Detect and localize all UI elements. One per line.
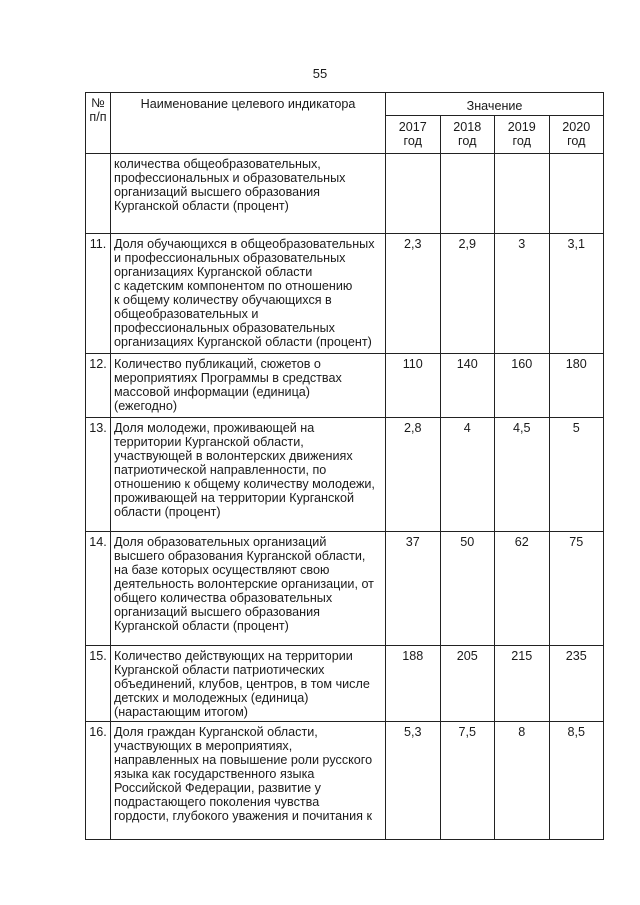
indicator-value: 5,3	[386, 722, 441, 840]
indicator-name-line: территории Курганской области,	[114, 435, 304, 449]
indicator-value: 215	[495, 646, 550, 722]
indicator-name-line: общеобразовательных и	[114, 307, 259, 321]
indicator-value: 160	[495, 354, 550, 418]
row-number: 15.	[86, 646, 111, 722]
indicator-name-line: участвующей в волонтерских движениях	[114, 449, 353, 463]
indicator-name-line: Российской Федерации, развитие у	[114, 781, 321, 795]
table-row	[86, 646, 604, 722]
indicator-value: 3,1	[549, 234, 604, 354]
indicator-name-line: профессиональных и образовательных	[114, 171, 346, 185]
indicator-name-line: Курганской области (процент)	[114, 199, 289, 213]
indicator-name-line: Доля обучающихся в общеобразовательных	[114, 237, 375, 251]
indicator-value: 4,5	[495, 418, 550, 532]
indicator-name-line: Количество публикаций, сюжетов о	[114, 357, 321, 371]
table-row	[86, 354, 604, 418]
indicators-table	[85, 92, 604, 840]
indicator-name-line: (ежегодно)	[114, 399, 178, 413]
indicator-name-line: подрастающего поколения чувства	[114, 795, 320, 809]
indicator-name-line: высшего образования Курганской области,	[114, 549, 366, 563]
indicator-name-line: к общему количеству обучающихся в	[114, 293, 332, 307]
indicator-name-line: и профессиональных образовательных	[114, 251, 346, 265]
indicator-name	[111, 234, 386, 354]
indicator-name-line: детских и молодежных (единица)	[114, 691, 309, 705]
indicator-value: 4	[440, 418, 495, 532]
indicator-name-line: Доля молодежи, проживающей на	[114, 421, 315, 435]
table-row	[86, 722, 604, 840]
indicator-name-line: патриотической направленности, по	[114, 463, 327, 477]
indicator-name-line: языка как государственного языка	[114, 767, 315, 781]
row-number: 16.	[86, 722, 111, 840]
indicator-name-line: профессиональных образовательных	[114, 321, 335, 335]
row-number	[86, 154, 111, 234]
indicator-name-line: гордости, глубокого уважения и почитания к	[114, 809, 372, 823]
header-num-line2: п/п	[89, 110, 107, 124]
indicator-value: 180	[549, 354, 604, 418]
indicator-name-line: Курганской области (процент)	[114, 619, 289, 633]
indicator-name	[111, 154, 386, 234]
indicator-name	[111, 532, 386, 646]
indicator-name	[111, 722, 386, 840]
indicator-name-line: отношению к общему количеству молодежи,	[114, 477, 375, 491]
indicator-name-line: направленных на повышение роли русского	[114, 753, 373, 767]
indicator-name-line: Курганской области патриотических	[114, 663, 325, 677]
indicator-value: 3	[495, 234, 550, 354]
header-row	[86, 93, 604, 116]
indicator-name	[111, 354, 386, 418]
indicator-value	[440, 154, 495, 234]
table-body	[86, 154, 604, 840]
indicator-name-line: организаций высшего образования	[114, 605, 320, 619]
table-row	[86, 532, 604, 646]
indicator-value: 75	[549, 532, 604, 646]
indicator-name-line: на базе которых осуществляют свою	[114, 563, 330, 577]
indicator-value: 8,5	[549, 722, 604, 840]
indicator-value: 110	[386, 354, 441, 418]
indicator-value: 5	[549, 418, 604, 532]
indicator-name-line: организациях Курганской области (процент)	[114, 335, 372, 349]
indicator-value: 37	[386, 532, 441, 646]
header-value: Значение	[386, 93, 604, 116]
indicator-value: 188	[386, 646, 441, 722]
indicator-name-line: участвующих в мероприятиях,	[114, 739, 293, 753]
indicator-value: 140	[440, 354, 495, 418]
indicator-value	[549, 154, 604, 234]
indicator-name-line: мероприятиях Программы в средствах	[114, 371, 342, 385]
row-number: 11.	[86, 234, 111, 354]
table-row	[86, 234, 604, 354]
header-name: Наименование целевого индикатора	[111, 93, 386, 154]
indicator-value: 8	[495, 722, 550, 840]
indicator-value: 2,8	[386, 418, 441, 532]
indicator-name-line: проживающей на территории Курганской	[114, 491, 354, 505]
header-num	[86, 93, 111, 154]
indicator-name-line: Доля образовательных организаций	[114, 535, 327, 549]
header-year: 2017 год	[386, 116, 441, 154]
row-number: 13.	[86, 418, 111, 532]
header-year: 2020 год	[549, 116, 604, 154]
header-num-line1: №	[91, 96, 105, 110]
indicator-name-line: организациях Курганской области	[114, 265, 313, 279]
indicator-name-line: Количество действующих на территории	[114, 649, 353, 663]
indicator-value: 205	[440, 646, 495, 722]
indicator-name-line: (нарастающим итогом)	[114, 705, 248, 719]
indicator-name-line: деятельность волонтерские организации, от	[114, 577, 374, 591]
indicator-name-line: с кадетским компонентом по отношению	[114, 279, 353, 293]
page-number: 55	[312, 66, 328, 81]
indicator-name-line: области (процент)	[114, 505, 221, 519]
indicator-value: 7,5	[440, 722, 495, 840]
indicator-value	[386, 154, 441, 234]
indicator-value: 2,9	[440, 234, 495, 354]
row-number: 14.	[86, 532, 111, 646]
indicator-name-line: общего количества образовательных	[114, 591, 333, 605]
indicator-name-line: организаций высшего образования	[114, 185, 320, 199]
table-row	[86, 418, 604, 532]
indicator-value: 235	[549, 646, 604, 722]
indicator-name-line: массовой информации (единица)	[114, 385, 310, 399]
indicator-name-line: объединений, клубов, центров, в том числе	[114, 677, 370, 691]
indicator-value	[495, 154, 550, 234]
row-number: 12.	[86, 354, 111, 418]
table-row	[86, 154, 604, 234]
indicator-name	[111, 646, 386, 722]
indicator-value: 50	[440, 532, 495, 646]
indicator-name-line: количества общеобразовательных,	[114, 157, 321, 171]
header-year: 2019 год	[495, 116, 550, 154]
indicator-value: 2,3	[386, 234, 441, 354]
indicator-name	[111, 418, 386, 532]
header-year: 2018 год	[440, 116, 495, 154]
indicator-name-line: Доля граждан Курганской области,	[114, 725, 318, 739]
indicator-value: 62	[495, 532, 550, 646]
